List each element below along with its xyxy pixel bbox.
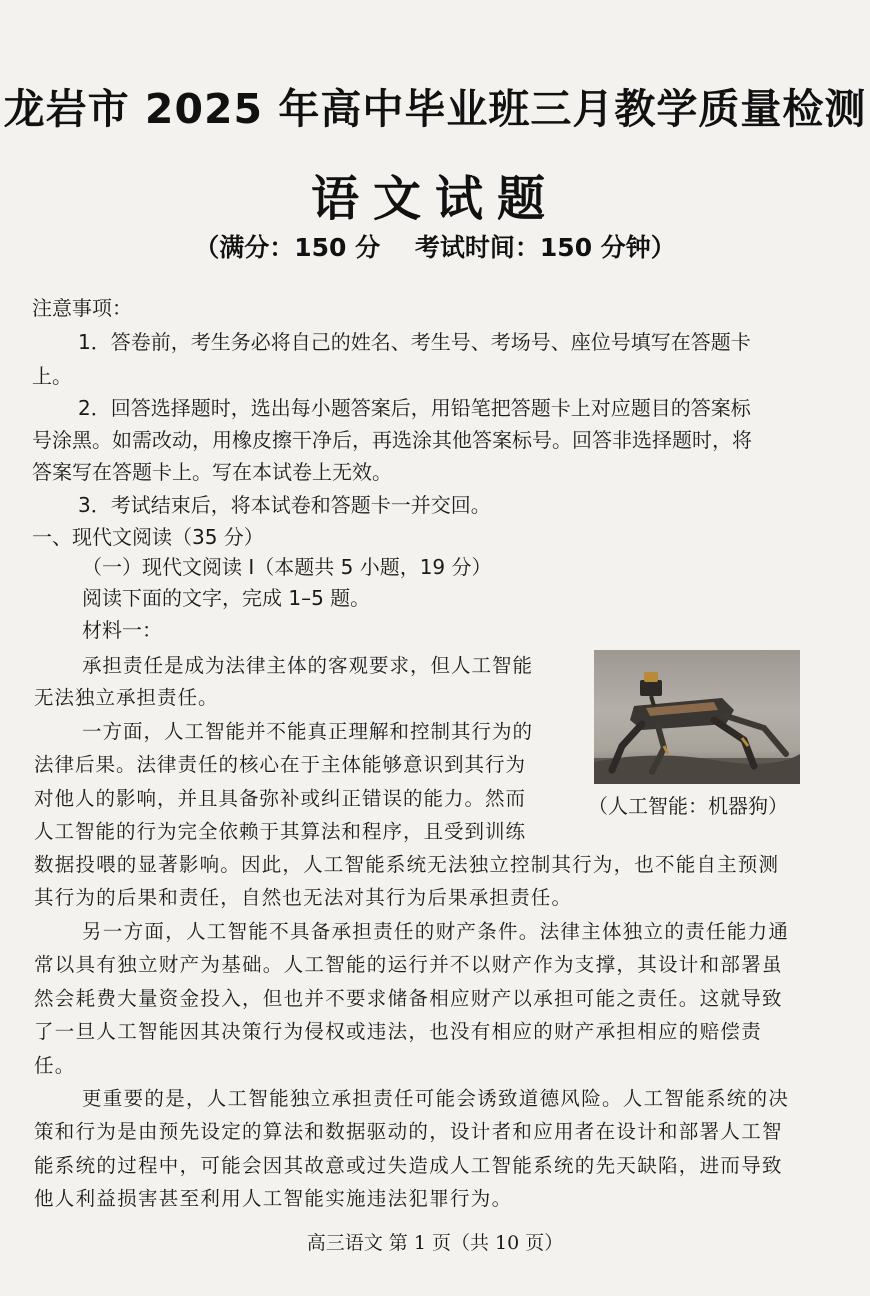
exam-title: 龙岩市 2025 年高中毕业班三月教学质量检测 <box>3 85 867 133</box>
notice-item-3: 3．考试结束后，将本试卷和答题卡一并交回。 <box>78 493 491 517</box>
notice-item-1: 1．答卷前，考生务必将自己的姓名、考生号、考场号、座位号填写在答题卡 <box>78 330 751 354</box>
reading-instruction: 阅读下面的文字，完成 1–5 题。 <box>82 586 371 610</box>
notice-item-2-cont2: 答案写在答题卡上。写在本试卷上无效。 <box>32 460 392 484</box>
page-footer: 高三语文 第 1 页（共 10 页） <box>306 1232 564 1254</box>
passage-line: 数据投喂的显著影响。因此，人工智能系统无法独立控制其行为，也不能自主预测 <box>34 853 780 876</box>
robot-dog-icon <box>594 650 800 784</box>
notice-heading: 注意事项： <box>32 296 132 320</box>
passage-line: 了一旦人工智能因其决策行为侵权或违法，也没有相应的财产承担相应的赔偿责 <box>34 1020 763 1043</box>
passage-line: 一方面，人工智能并不能真正理解和控制其行为的 <box>82 720 534 743</box>
passage-line: 对他人的影响，并且具备弥补或纠正错误的能力。然而 <box>34 787 527 810</box>
notice-item-2: 2．回答选择题时，选出每小题答案后，用铅笔把答题卡上对应题目的答案标 <box>78 396 751 420</box>
subject-title: 语文试题 <box>310 171 559 227</box>
passage-line: 人工智能的行为完全依赖于其算法和程序，且受到训练 <box>34 820 527 843</box>
passage-line: 另一方面，人工智能不具备承担责任的财产条件。法律主体独立的责任能力通 <box>82 920 790 943</box>
material-label: 材料一： <box>82 618 162 642</box>
passage-line: 他人利益损害甚至利用人工智能实施违法犯罪行为。 <box>34 1187 513 1210</box>
passage-line: 常以具有独立财产为基础。人工智能的运行并不以财产作为支撑，其设计和部署虽 <box>34 953 783 976</box>
notice-item-2-cont: 号涂黑。如需改动，用橡皮擦干净后，再选涂其他答案标号。回答非选择题时，将 <box>32 428 752 452</box>
passage-line: 策和行为是由预先设定的算法和数据驱动的，设计者和应用者在设计和部署人工智 <box>34 1120 783 1143</box>
section-heading: 一、现代文阅读（35 分） <box>32 525 264 549</box>
figure-caption: （人工智能：机器狗） <box>588 794 788 818</box>
passage-line: 其行为的后果和责任，自然也无法对其行为后果承担责任。 <box>34 886 573 909</box>
passage-line: 无法独立承担责任。 <box>34 686 219 709</box>
passage-line: 任。 <box>34 1054 76 1077</box>
passage-line: 然会耗费大量资金投入，但也并不要求储备相应财产以承担可能之责任。这就导致 <box>34 987 783 1010</box>
passage-line: 承担责任是成为法律主体的客观要求，但人工智能 <box>82 654 534 677</box>
notice-item-1-cont: 上。 <box>32 364 72 388</box>
passage-line: 法律后果。法律责任的核心在于主体能够意识到其行为 <box>34 753 527 776</box>
passage-line: 能系统的过程中，可能会因其故意或过失造成人工智能系统的先天缺陷，进而导致 <box>34 1154 783 1177</box>
robot-dog-photo <box>594 650 800 784</box>
subsection-heading: （一）现代文阅读 I（本题共 5 小题，19 分） <box>82 555 492 579</box>
score-info: （满分：150 分 考试时间：150 分钟） <box>194 233 676 262</box>
passage-line: 更重要的是，人工智能独立承担责任可能会诱致道德风险。人工智能系统的决 <box>82 1087 790 1110</box>
